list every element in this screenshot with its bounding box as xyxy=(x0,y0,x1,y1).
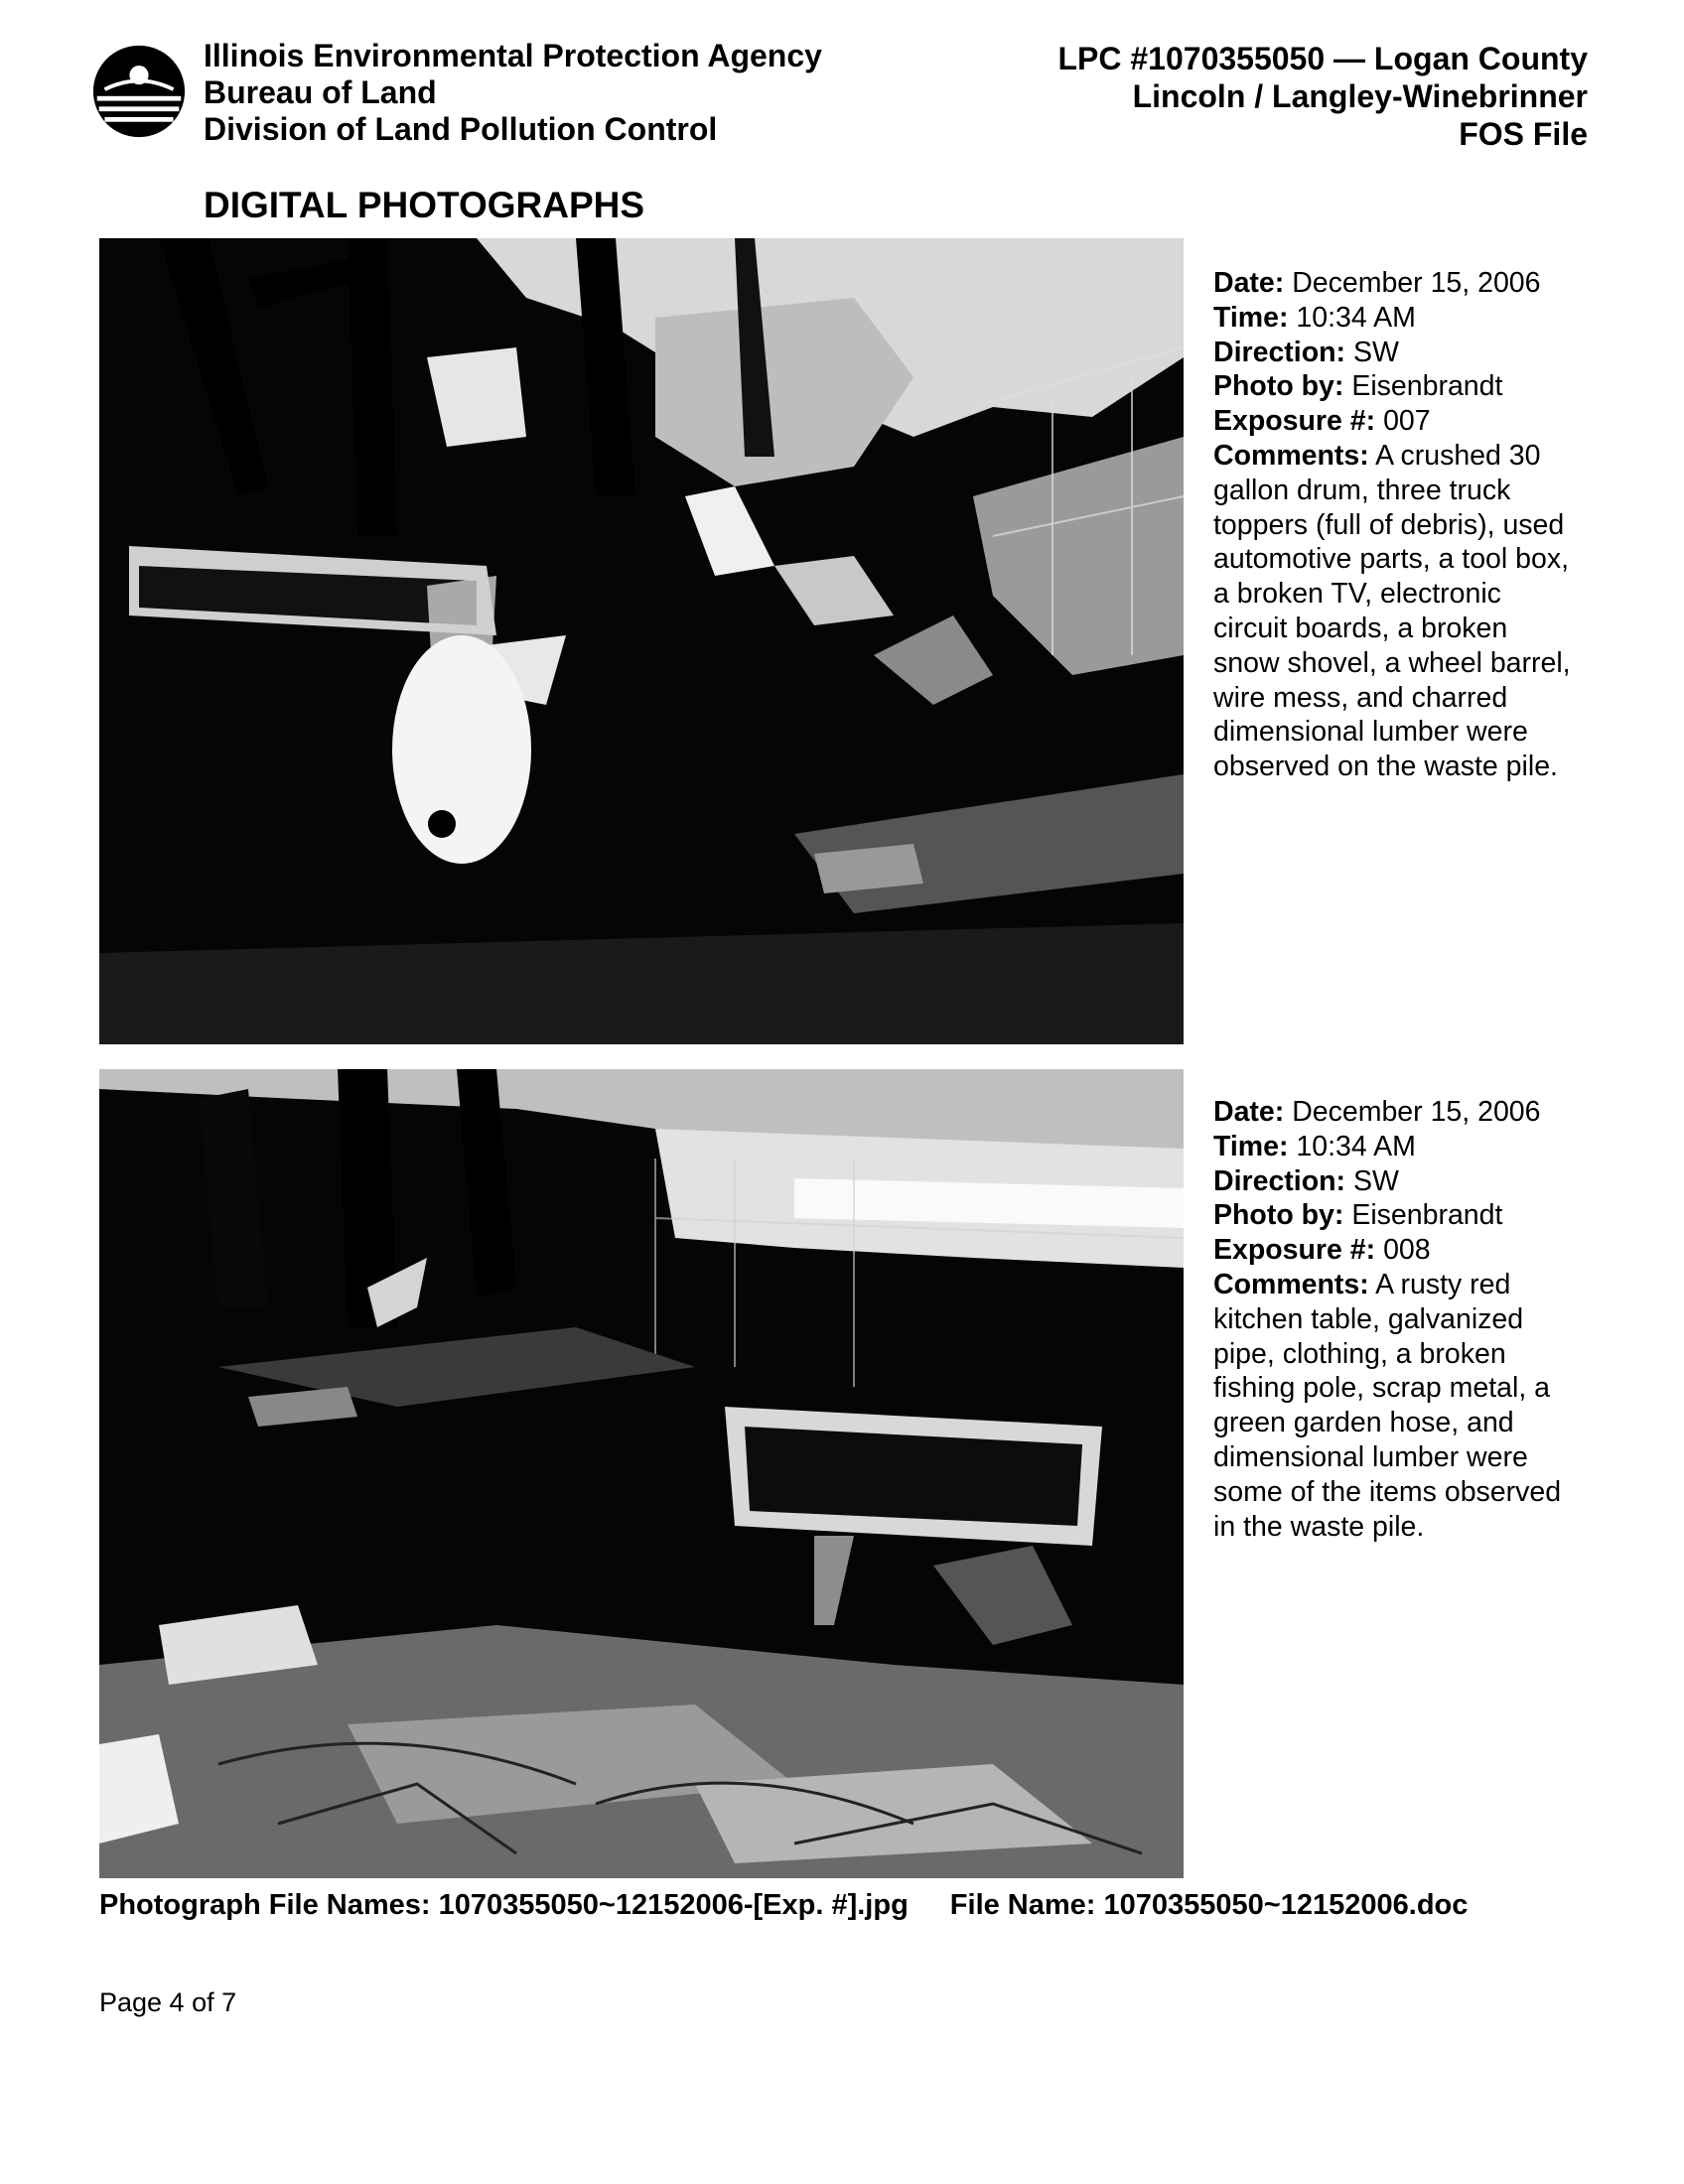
document-file-name: File Name: 1070355050~12152006.doc xyxy=(949,1889,1469,1921)
photo-by-label: Photo by: xyxy=(1213,1199,1344,1232)
file-names-footer xyxy=(99,1889,1468,1922)
time-label: Time: xyxy=(1213,1130,1289,1162)
direction-label: Direction: xyxy=(1213,1164,1346,1197)
photo-file-names: Photograph File Names: 1070355050~12152006-[Exp. #].jpg xyxy=(99,1889,909,1921)
exposure-label: Exposure #: xyxy=(1213,1234,1376,1267)
file-type: FOS File xyxy=(1459,116,1588,152)
photo-exposure-008 xyxy=(99,1069,1184,1878)
photo-by-value: Eisenbrandt xyxy=(1351,1199,1503,1232)
time-value: 10:34 AM xyxy=(1296,301,1416,334)
date-value: December 15, 2006 xyxy=(1292,1096,1541,1128)
page-number: Page 4 of 7 xyxy=(99,1987,237,2017)
photo-by-value: Eisenbrandt xyxy=(1351,370,1503,403)
comments-value: A crushed 30 gallon drum, three truck toppers (full of debris), used automotive parts, a tool box, a broken TV, electronic circuit boards, a broken snow shovel, a wheel barrel, wire mess, and charred dimensional lumber were observed on the waste pile. xyxy=(1213,439,1571,783)
date-value: December 15, 2006 xyxy=(1292,267,1541,299)
site-name: Lincoln / Langley-Winebrinner xyxy=(1132,78,1588,114)
photo-by-label: Photo by: xyxy=(1213,370,1344,403)
comments-label: Comments: xyxy=(1213,439,1369,472)
exposure-label: Exposure #: xyxy=(1213,405,1376,438)
exposure-value: 008 xyxy=(1383,1234,1431,1267)
photo-exposure-007 xyxy=(99,238,1184,1044)
comments-value: A rusty red kitchen table, galvanized pipe, clothing, a broken fishing pole, scrap metal, a green garden hose, and dimensional lumber were some of the items observed in the waste pile. xyxy=(1213,1268,1562,1543)
division-name: Division of Land Pollution Control xyxy=(204,111,718,147)
agency-block xyxy=(204,38,822,148)
direction-label: Direction: xyxy=(1213,336,1346,368)
iepa-seal-icon xyxy=(91,44,187,139)
lpc-number: LPC #1070355050 — Logan County xyxy=(1057,41,1588,76)
time-value: 10:34 AM xyxy=(1296,1130,1416,1162)
direction-value: SW xyxy=(1352,336,1399,368)
date-label: Date: xyxy=(1213,1096,1285,1128)
direction-value: SW xyxy=(1352,1164,1399,1197)
bureau-name: Bureau of Land xyxy=(204,74,437,110)
photo-caption-007 xyxy=(1213,266,1581,784)
agency-name: Illinois Environmental Protection Agency xyxy=(204,38,822,73)
exposure-value: 007 xyxy=(1383,405,1431,438)
photo-caption-008 xyxy=(1213,1095,1581,1544)
comments-label: Comments: xyxy=(1213,1268,1369,1300)
date-label: Date: xyxy=(1213,267,1285,299)
section-title: DIGITAL PHOTOGRAPHS xyxy=(204,185,645,225)
lpc-block xyxy=(1057,40,1588,153)
time-label: Time: xyxy=(1213,301,1289,334)
